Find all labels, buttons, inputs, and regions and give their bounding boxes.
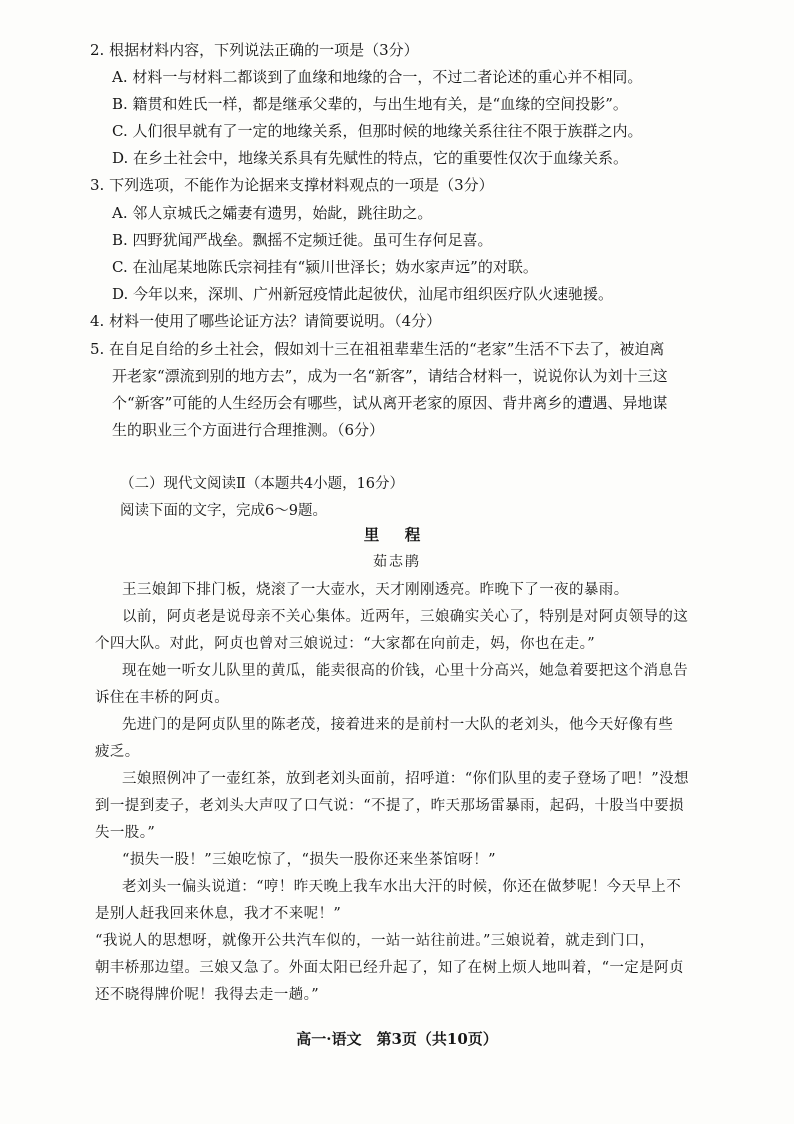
question-2-option-a: A. 材料一与材料二都谈到了血缘和地缘的合一，不过二者论述的重心并不相同。 (112, 68, 643, 86)
article-line: 先进门的是阿贞队里的陈老茂，接着进来的是前村一大队的老刘头，他今天好像有些 (122, 717, 674, 733)
question-3-option-d: D. 今年以来，深圳、广州新冠疫情此起彼伏，汕尾市组织医疗队火速驰援。 (112, 285, 614, 303)
article-line: 王三娘卸下排门板，烧滚了一大壶水，天才刚刚透亮。昨晚下了一夜的暴雨。 (122, 582, 629, 598)
article-line: 是别人赶我回来休息，我才不来呢！” (95, 906, 342, 922)
article-line: 还不晓得牌价呢！我得去走一趟。” (95, 987, 320, 1003)
article-line: 朝丰桥那边望。三娘又急了。外面太阳已经升起了，知了在树上烦人地叫着，“一定是阿贞 (95, 960, 684, 976)
article-line: 以前，阿贞老是说母亲不关心集体。近两年，三娘确实关心了，特别是对阿贞领导的这 (122, 609, 689, 625)
article-line: 诉住在丰桥的阿贞。 (95, 690, 230, 706)
article-line: 老刘头一偏头说道：“哼！昨天晚上我车水出大汗的时候，你还在做梦呢！今天早上不 (122, 879, 682, 895)
article-author: 茹志鹃 (373, 554, 421, 570)
question-5-line: 开老家“漂流到别的地方去”，成为一名“新客”，请结合材料一，说说你认为刘十三这 (112, 367, 668, 385)
question-4: 4. 材料一使用了哪些论证方法？请简要说明。（4分） (90, 312, 442, 330)
question-3-option-b: B. 四野犹闻严战垒。飘摇不定频迁徙。虽可生存何足喜。 (112, 231, 493, 249)
article-line: “损失一股！”三娘吃惊了，“损失一股你还来坐茶馆呀！” (122, 852, 496, 868)
question-2-option-d: D. 在乡土社会中，地缘关系具有先赋性的特点，它的重要性仅次于血缘关系。 (112, 149, 629, 167)
article-line: 失一股。” (95, 825, 156, 841)
article-line: 现在她一听女儿队里的黄瓜，能卖很高的价钱，心里十分高兴，她急着要把这个消息告 (122, 663, 689, 679)
question-2-option-b: B. 籍贯和姓氏一样，都是继承父辈的，与出生地有关，是“血缘的空间投影”。 (112, 95, 628, 113)
question-5-line: 生的职业三个方面进行合理推测。（6分） (112, 421, 385, 439)
article-line: 三娘照例冲了一壶红茶，放到老刘头面前，招呼道：“你们队里的麦子登场了吧！”没想 (122, 771, 689, 787)
section-heading: （二）现代文阅读Ⅱ（本题共4小题，16分） (120, 476, 405, 492)
question-3-option-c: C. 在汕尾某地陈氏宗祠挂有“颍川世泽长；妫水家声远”的对联。 (112, 258, 538, 276)
question-3-stem: 3. 下列选项，不能作为论据来支撑材料观点的一项是（3分） (90, 176, 494, 194)
article-line: 个四大队。对此，阿贞也曾对三娘说过：“大家都在向前走，妈，你也在走。” (95, 636, 596, 652)
section-instruction: 阅读下面的文字，完成6～9题。 (120, 503, 327, 519)
question-2-option-c: C. 人们很早就有了一定的地缘关系，但那时候的地缘关系往往不限于族群之内。 (112, 122, 643, 140)
article-line: “我说人的思想呀，就像开公共汽车似的，一站一站往前进。”三娘说着，就走到门口， (95, 933, 655, 949)
article-line: 疲乏。 (95, 744, 140, 760)
article-line: 到一提到麦子，老刘头大声叹了口气说：“不提了，昨天那场雷暴雨，起码，十股当中要损 (95, 798, 684, 814)
article-title: 里 程 (363, 525, 431, 544)
question-3-option-a: A. 邻人京城氏之孀妻有遗男，始龀，跳往助之。 (112, 204, 433, 222)
question-5-line: 个“新客”可能的人生经历会有哪些，试从离开老家的原因、背井离乡的遭遇、异地谋 (112, 394, 668, 412)
question-5-line: 5. 在自足自给的乡土社会，假如刘十三在祖祖辈辈生活的“老家”生活不下去了，被迫离 (90, 340, 665, 358)
page-footer: 高一·语文 第3页（共10页） (296, 1030, 498, 1048)
question-2-stem: 2. 根据材料内容，下列说法正确的一项是（3分） (90, 41, 419, 59)
